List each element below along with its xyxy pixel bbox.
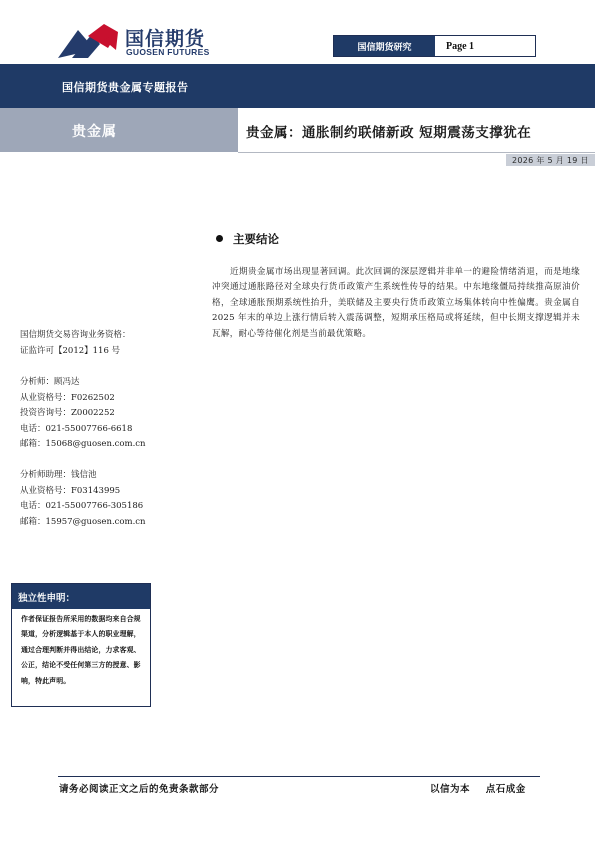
brand-name-cn: 国信期货 bbox=[125, 28, 206, 50]
analyst-practice-no: 从业资格号：F0262502 bbox=[20, 392, 115, 403]
bullet-icon bbox=[216, 235, 223, 242]
logo-mark-icon bbox=[58, 22, 122, 62]
footer-slogan: 以信为本 点石成金 bbox=[430, 784, 526, 795]
page-number: Page 1 bbox=[446, 40, 475, 52]
analyst-name: 分析师：顾冯达 bbox=[20, 377, 80, 387]
analyst-advisory-no: 投资咨询号：Z0002252 bbox=[20, 408, 115, 418]
analyst-phone: 电话：021-55007766-6618 bbox=[20, 423, 133, 434]
assistant-phone: 电话：021-55007766-305186 bbox=[20, 501, 144, 511]
title-divider bbox=[238, 152, 595, 153]
disclaimer-text: 作者保证报告所采用的数据均来自合规渠道，分析逻辑基于本人的职业理解，通过合理判断并得出结论，力求客观、公正，结论不受任何第三方的授意、影响，特此声明。 bbox=[21, 615, 141, 685]
category-box bbox=[0, 108, 238, 152]
report-date: 2026 年 5 月 19 日 bbox=[512, 156, 589, 165]
license-line: 证监许可【2012】116 号 bbox=[20, 345, 121, 356]
series-title: 国信期货贵金属专题报告 bbox=[62, 81, 189, 94]
assistant-block bbox=[20, 468, 200, 530]
footer-divider bbox=[58, 776, 540, 777]
footer-notice: 请务必阅读正文之后的免责条款部分 bbox=[59, 784, 220, 795]
qualification-block bbox=[20, 328, 200, 359]
report-title: 贵金属：通胀制约联储新政 短期震荡支撑犹在 bbox=[246, 125, 532, 141]
analyst-email: 邮箱：15068@guosen.com.cn bbox=[20, 439, 146, 449]
assistant-name: 分析师助理：钱信池 bbox=[20, 470, 97, 480]
analyst-block bbox=[20, 375, 200, 453]
qualification-line: 国信期货交易咨询业务资格： bbox=[20, 330, 131, 340]
assistant-email: 邮箱：15957@guosen.com.cn bbox=[20, 516, 146, 527]
report-type-label: 国信期货研究 bbox=[334, 36, 435, 56]
section-heading: 主要结论 bbox=[233, 232, 279, 246]
summary-paragraph: 近期贵金属市场出现显著回调。此次回调的深层逻辑并非单一的避险情绪消退，而是地缘冲突通过通胀路径对全球央行货币政策产生系统性传导的结果。中东地缘僵局持续推高原油价格，全球通胀预期系统性抬升，美联储及主要央行货币政策立场集体转向中性偏鹰。贵金属自 2025 年末的单边上涨行情后转入震荡调整，短期承压格局或将延续，但中长期支撑逻辑并未瓦解，耐心等待催化剂是当前最优策略。 bbox=[212, 267, 580, 339]
brand-name-en: GUOSEN FUTURES bbox=[126, 47, 210, 57]
assistant-practice-no: 从业资格号：F03143995 bbox=[20, 485, 121, 496]
category-label: 贵金属 bbox=[72, 124, 117, 140]
disclaimer-heading: 独立性申明： bbox=[12, 584, 150, 609]
